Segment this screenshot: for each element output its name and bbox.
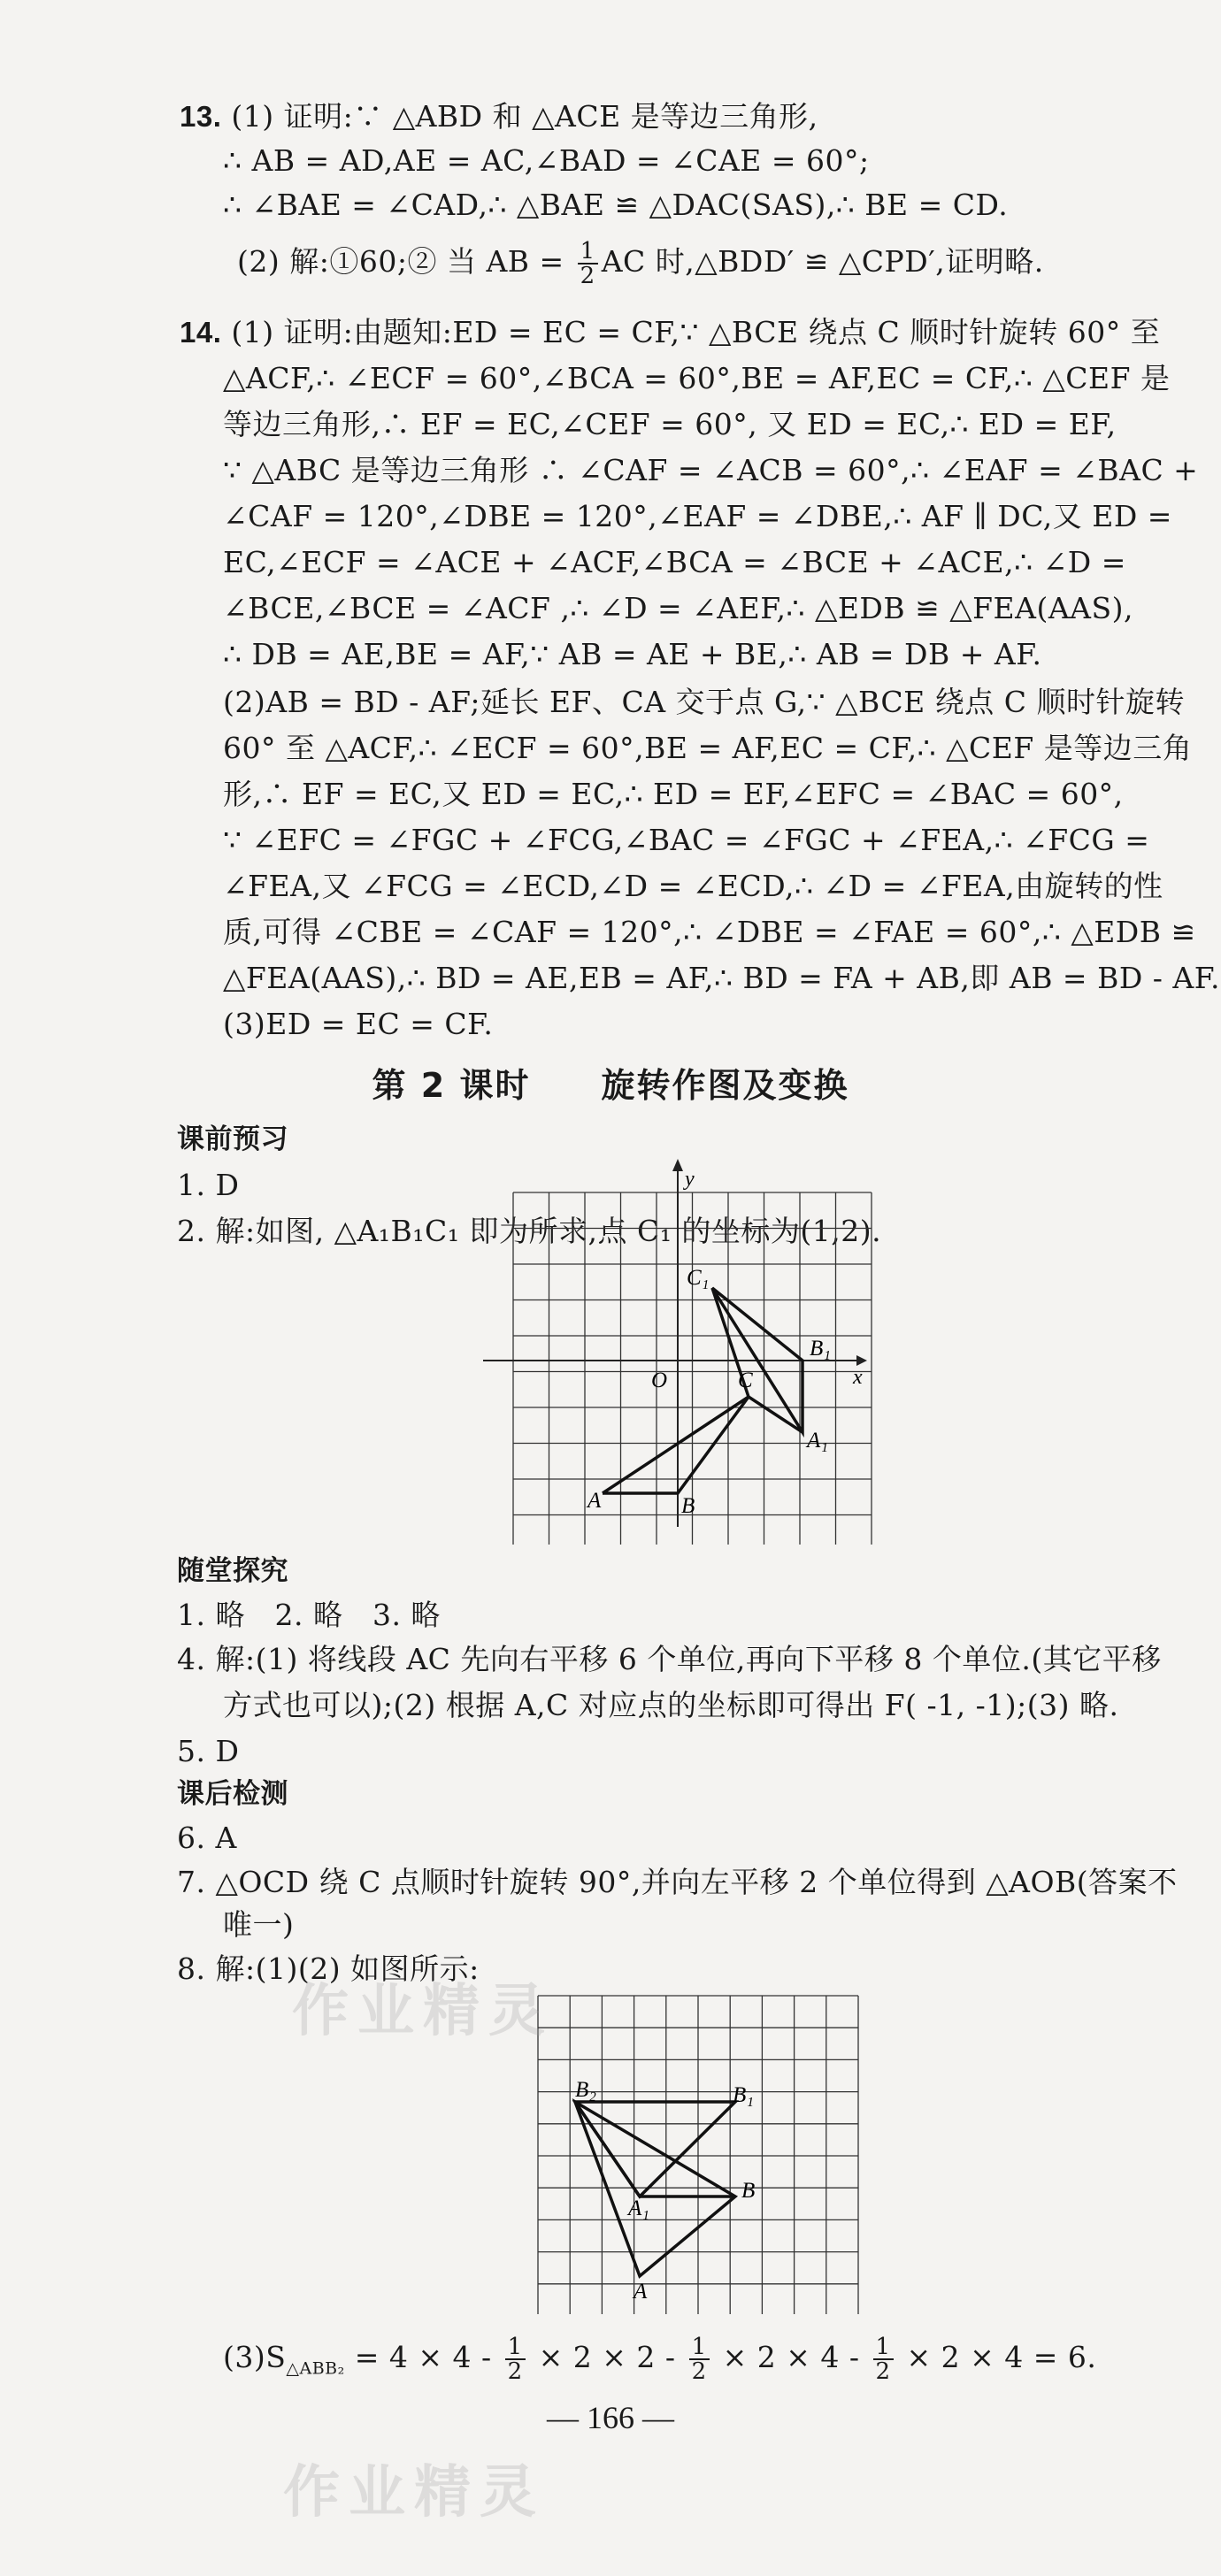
q14-line-16: (3)ED = EC = CF. — [223, 1007, 494, 1041]
q14-line-12: ∵ ∠EFC = ∠FGC + ∠FCG,∠BAC = ∠FGC + ∠FEA,∴ ∠FCG = — [223, 823, 1150, 857]
q14-line-6: EC,∠ECF = ∠ACE + ∠ACF,∠BCA = ∠BCE + ∠ACE,∴ ∠D = — [223, 545, 1126, 579]
q14-line-5: ∠CAF = 120°,∠DBE = 120°,∠EAF = ∠DBE,∴ AF ∥ DC,又 ED = — [223, 499, 1172, 533]
heading-post: 课后检测 — [177, 1778, 288, 1810]
page-number: — 166 — — [547, 2400, 674, 2435]
q13-line-4 — [237, 235, 1044, 288]
area-formula — [223, 2328, 1096, 2398]
class-q123: 1. 略 2. 略 3. 略 — [177, 1598, 441, 1632]
y-axis-arrow-icon — [672, 1159, 683, 1171]
q13-number: 13. — [180, 100, 222, 133]
point-a1-label-2: A₁ — [628, 2196, 649, 2220]
q13-text-4a: (2) 解:①60;② 当 AB = — [237, 244, 574, 279]
area-subscript: △ABB₂ — [286, 2358, 345, 2379]
class-q5: 5. D — [177, 1734, 240, 1768]
fraction-half-3: $\frac{1}{2}$ — [873, 2335, 894, 2383]
point-a1-label: A₁ — [807, 1429, 828, 1453]
origin-label: O — [651, 1368, 668, 1392]
q14-line-14: 质,可得 ∠CBE = ∠CAF = 120°,∴ ∠DBE = ∠FAE = 60°,∴ △EDB ≌ — [223, 915, 1196, 949]
q14-line-10: 60° 至 △ACF,∴ ∠ECF = 60°,BE = AF,EC = CF,∴ △CEF 是等边三角 — [223, 731, 1193, 765]
class-q4-line-1: 4. 解:(1) 将线段 AC 先向右平移 6 个单位,再向下平移 8 个单位.(其它平移 — [177, 1642, 1162, 1676]
q14-line-15: △FEA(AAS),∴ BD = AE,EB = AF,∴ BD = FA + AB,即 AB = BD - AF. — [223, 961, 1220, 995]
area-term-2: × 2 × 2 - — [528, 2340, 686, 2374]
area-term-1: = 4 × 4 - — [344, 2340, 502, 2374]
area-term-4: × 2 × 4 = 6. — [896, 2340, 1097, 2374]
x-axis-arrow-icon — [856, 1355, 867, 1366]
area-term-3: × 2 × 4 - — [712, 2340, 870, 2374]
fraction-half-2: $\frac{1}{2}$ — [689, 2335, 710, 2383]
section-title: 第 2 课时 旋转作图及变换 — [372, 1066, 849, 1105]
q13-text-1: (1) 证明:∵ △ABD 和 △ACE 是等边三角形, — [231, 99, 818, 134]
y-label: y — [685, 1168, 695, 1191]
point-b1-label: B₁ — [810, 1337, 831, 1361]
post-q8: 8. 解:(1)(2) 如图所示: — [177, 1951, 480, 1986]
point-a-label: A — [587, 1489, 602, 1513]
q14-line-13: ∠FEA,又 ∠FCG = ∠ECD,∠D = ∠ECD,∴ ∠D = ∠FEA,由旋转的性 — [223, 869, 1163, 903]
class-q4-line-2: 方式也可以);(2) 根据 A,C 对应点的坐标即可得出 F( -1, -1);(3) 略. — [223, 1688, 1119, 1722]
q14-number: 14. — [180, 316, 222, 349]
q13-line-1 — [180, 99, 818, 134]
rotation-grid-figure-1 — [478, 1155, 885, 1545]
point-b2-label: B₂ — [575, 2078, 596, 2102]
segment-b2-a1 — [575, 2102, 640, 2196]
point-b-label: B — [681, 1494, 695, 1518]
q14-line-4: ∵ △ABC 是等边三角形 ∴ ∠CAF = ∠ACB = 60°,∴ ∠EAF = ∠BAC + — [223, 453, 1199, 487]
q13-line-3: ∴ ∠BAE = ∠CAD,∴ △BAE ≌ △DAC(SAS),∴ BE = CD. — [223, 188, 1009, 222]
fraction-half: $\frac{1}{2}$ — [578, 240, 598, 288]
q13-text-4b: AC 时,△BDD′ ≌ △CPD′,证明略. — [601, 244, 1044, 279]
pre-q2: 2. 解:如图, △A₁B₁C₁ 即为所求,点 C₁ 的坐标为(1,2). — [177, 1214, 882, 1248]
post-q7-line-2: 唯一) — [223, 1907, 295, 1942]
post-q6: 6. A — [177, 1821, 237, 1855]
q13-line-2: ∴ AB = AD,AE = AC,∠BAD = ∠CAE = 60°; — [223, 143, 870, 178]
point-c-label: C — [738, 1368, 753, 1392]
post-q7-line-1: 7. △OCD 绕 C 点顺时针旋转 90°,并向左平移 2 个单位得到 △AOB(答案不 — [177, 1865, 1178, 1899]
triangle-abb2 — [575, 2102, 735, 2276]
heading-preview: 课前预习 — [177, 1123, 288, 1155]
watermark-bottom: 作业精灵 — [283, 2460, 545, 2526]
point-b-label-2: B — [741, 2179, 756, 2203]
x-label: x — [853, 1366, 863, 1389]
q14-line-7: ∠BCE,∠BCE = ∠ACF ,∴ ∠D = ∠AEF,∴ △EDB ≌ △FEA(AAS), — [223, 591, 1133, 625]
q14-line-11: 形,∴ EF = EC,又 ED = EC,∴ ED = EF,∠EFC = ∠BAC = 60°, — [223, 777, 1124, 811]
q14-line-1 — [180, 315, 1160, 350]
q14-line-2: △ACF,∴ ∠ECF = 60°,∠BCA = 60°,BE = AF,EC = CF,∴ △CEF 是 — [223, 361, 1171, 395]
point-c1-label: C₁ — [687, 1266, 710, 1290]
q14-line-9: (2)AB = BD - AF;延长 EF、CA 交于点 G,∵ △BCE 绕点 C 顺时针旋转 — [223, 685, 1185, 719]
rotation-grid-figure-2 — [529, 1987, 865, 2314]
q14-text: (1) 证明:由题知:ED = EC = CF,∵ △BCE 绕点 C 顺时针旋转 60° 至 — [231, 315, 1161, 349]
area-prefix: (3)S — [223, 2340, 287, 2374]
point-a-label-2: A — [634, 2280, 648, 2304]
pre-q1: 1. D — [177, 1168, 240, 1202]
fraction-half-1: $\frac{1}{2}$ — [505, 2335, 526, 2383]
watermark-top: 作业精灵 — [292, 1979, 554, 2044]
q14-line-8: ∴ DB = AE,BE = AF,∵ AB = AE + BE,∴ AB = DB + AF. — [223, 637, 1042, 671]
heading-class: 随堂探究 — [177, 1555, 288, 1587]
q14-line-3: 等边三角形,∴ EF = EC,∠CEF = 60°, 又 ED = EC,∴ ED = EF, — [223, 407, 1117, 441]
point-b1-label-2: B₁ — [733, 2083, 754, 2107]
